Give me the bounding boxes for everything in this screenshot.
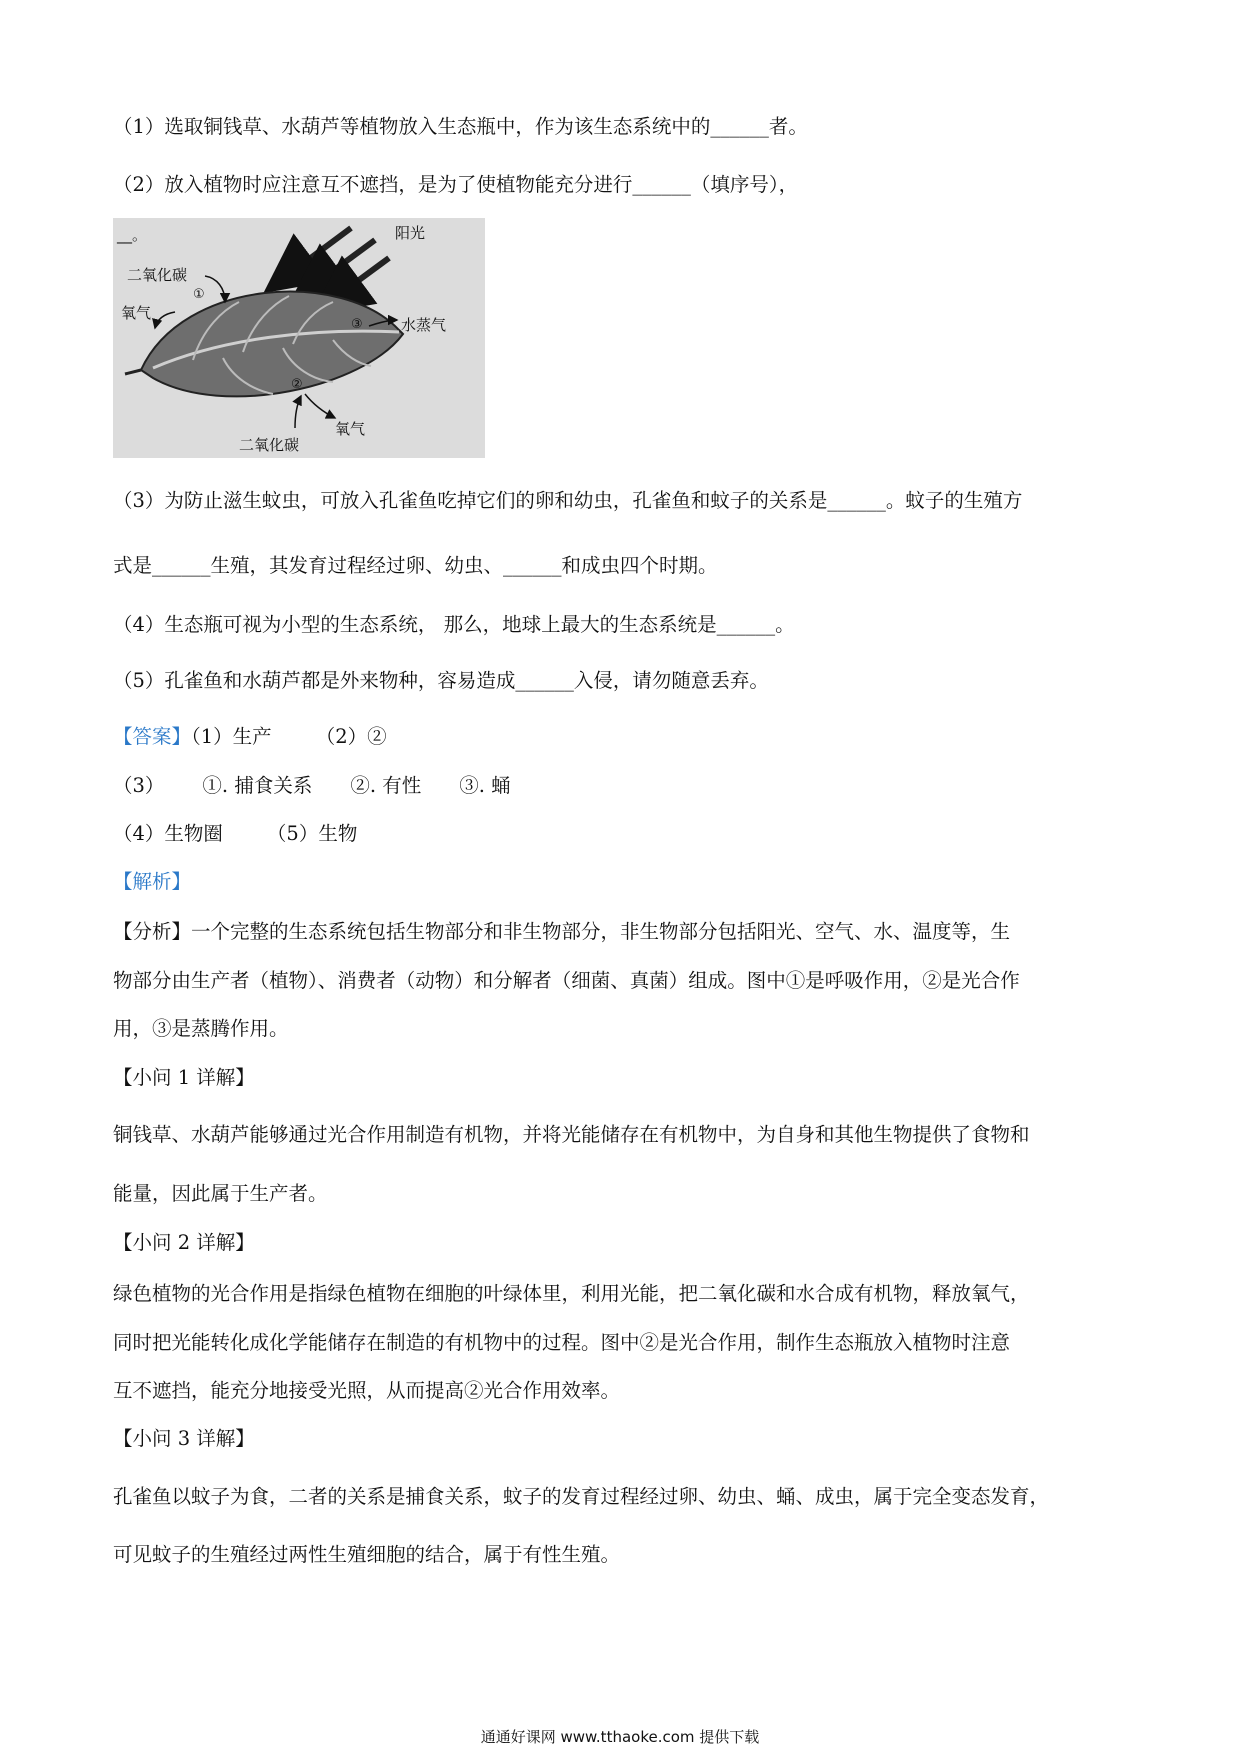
answer-1: （1）生产 xyxy=(191,725,272,748)
answer-tag: 【答案】 xyxy=(113,725,192,748)
subquestion-2-heading: 【小问 2 详解】 xyxy=(113,1231,255,1254)
question-4: （4）生态瓶可视为小型的生态系统， 那么，地球上最大的生态系统是______。 xyxy=(113,613,795,636)
analysis-line: 用，③是蒸腾作用。 xyxy=(113,1017,289,1040)
answer-3-1: ①. 捕食关系 xyxy=(202,774,313,797)
analysis-line: 绿色植物的光合作用是指绿色植物在细胞的叶绿体里，利用光能，把二氧化碳和水合成有机物，释放氧气， xyxy=(113,1282,1030,1305)
question-3-line-1: （3）为防止滋生蚊虫，可放入孔雀鱼吃掉它们的卵和幼虫，孔雀鱼和蚊子的关系是______。蚊子的生殖方 xyxy=(113,489,1023,512)
analysis-line: 铜钱草、水葫芦能够通过光合作用制造有机物，并将光能储存在有机物中，为自身和其他生物提供了食物和 xyxy=(113,1123,1030,1146)
answer-line-2 xyxy=(113,776,511,796)
analysis-tag: 【解析】 xyxy=(113,870,192,893)
process-2-number: ② xyxy=(291,377,303,392)
process-1-number: ① xyxy=(193,287,205,302)
corner-mark: __。 xyxy=(117,226,148,244)
page-footer: 通通好课网 www.tthaoke.com 提供下载 xyxy=(480,1728,760,1746)
leaf-shape xyxy=(125,292,403,397)
subquestion-3-heading: 【小问 3 详解】 xyxy=(113,1427,255,1450)
analysis-line: 能量，因此属于生产者。 xyxy=(113,1182,328,1205)
answer-3-2: ②. 有性 xyxy=(350,774,422,797)
o2-bottom-label: 氧气 xyxy=(335,420,366,438)
answer-line-3 xyxy=(113,824,357,844)
o2-left-label: 氧气 xyxy=(121,304,152,322)
answer-3-3: ③. 蛹 xyxy=(459,774,511,797)
process-3-number: ③ xyxy=(351,317,363,332)
answer-3-label: （3） xyxy=(113,774,165,797)
answer-line-1 xyxy=(113,727,387,747)
sunlight-label: 阳光 xyxy=(395,224,426,242)
analysis-line: 同时把光能转化成化学能储存在制造的有机物中的过程。图中②是光合作用，制作生态瓶放入植物时注意 xyxy=(113,1331,1011,1354)
analysis-line: 可见蚊子的生殖经过两性生殖细胞的结合，属于有性生殖。 xyxy=(113,1543,621,1566)
answer-4: （4）生物圈 xyxy=(113,822,223,845)
water-vapor-label: 水蒸气 xyxy=(401,316,447,334)
question-3-line-2: 式是______生殖，其发育过程经过卵、幼虫、______和成虫四个时期。 xyxy=(113,554,718,577)
analysis-line: 物部分由生产者（植物）、消费者（动物）和分解者（细菌、真菌）组成。图中①是呼吸作用，②是光合作 xyxy=(113,969,1020,992)
question-5: （5）孔雀鱼和水葫芦都是外来物种，容易造成______入侵，请勿随意丢弃。 xyxy=(113,669,769,692)
analysis-line: 互不遮挡，能充分地接受光照，从而提高②光合作用效率。 xyxy=(113,1379,621,1402)
leaf-diagram xyxy=(113,218,485,458)
question-2: （2）放入植物时应注意互不遮挡，是为了使植物能充分进行______（填序号）， xyxy=(113,173,799,196)
co2-bottom-label: 二氧化碳 xyxy=(239,436,300,454)
analysis-line: 【分析】一个完整的生态系统包括生物部分和非生物部分，非生物部分包括阳光、空气、水、温度等，生 xyxy=(113,920,1011,943)
answer-5: （5）生物 xyxy=(266,822,358,845)
question-1: （1）选取铜钱草、水葫芦等植物放入生态瓶中，作为该生态系统中的______者。 xyxy=(113,115,808,138)
analysis-line: 孔雀鱼以蚊子为食，二者的关系是捕食关系，蚊子的发育过程经过卵、幼虫、蛹、成虫，属于完全变态发育， xyxy=(113,1485,1050,1508)
subquestion-1-heading: 【小问 1 详解】 xyxy=(113,1066,255,1089)
answer-2: （2）② xyxy=(315,725,387,748)
co2-top-label: 二氧化碳 xyxy=(127,266,188,284)
